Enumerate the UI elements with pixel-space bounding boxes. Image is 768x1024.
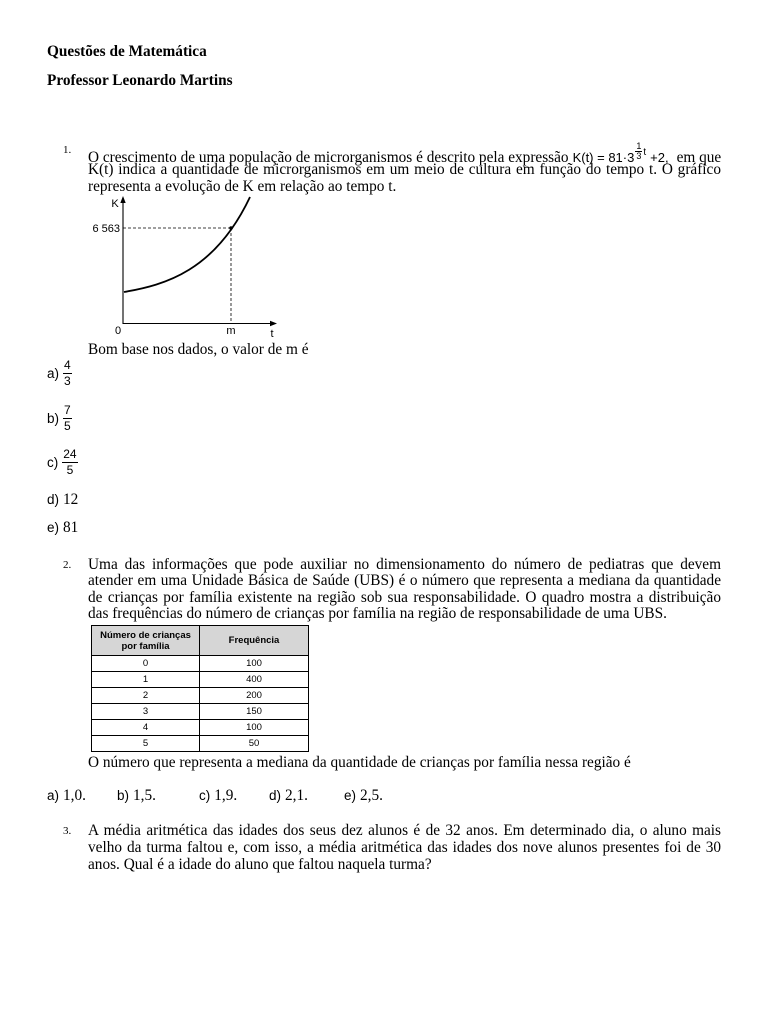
option-label: d) [269, 788, 282, 803]
question-2-line-1: Uma das informações que pode auxiliar no dimensionamento do número de pediatras que devem [88, 556, 721, 573]
question-3-line-2: velho da turma faltou e, com isso, a média aritmética das idades dos nove alunos presentes foi de 30 [88, 839, 721, 856]
formula-lhs: K(t) = 81·3 [572, 150, 635, 165]
question-1-option-e [47, 519, 78, 536]
table-cell-frequency: 50 [200, 736, 309, 752]
option-label: e) [344, 788, 357, 803]
option-value: 81 [63, 519, 79, 536]
curve-marker-point [229, 226, 233, 230]
option-value: 2,1. [285, 787, 308, 804]
table-header-row [92, 626, 309, 656]
table-cell-children: 5 [92, 736, 200, 752]
option-label: d) [47, 492, 60, 507]
option-label: a) [47, 788, 60, 803]
option-label: c) [199, 788, 211, 803]
t-marker-label: m [226, 325, 236, 337]
option-label: a) [47, 365, 60, 381]
formula-exponent-denominator: 3 [636, 151, 642, 161]
option-value: 12 [63, 491, 79, 508]
table-row [92, 672, 309, 688]
fraction-numerator: 7 [64, 402, 71, 417]
option-label: b) [47, 410, 60, 426]
t-axis-arrow [270, 321, 277, 326]
question-2-option-b [117, 787, 156, 804]
fraction-numerator: 24 [63, 446, 77, 461]
k-axis-label: K [111, 198, 119, 210]
question-2-statement [88, 557, 721, 623]
t-axis-label: t [270, 328, 274, 340]
option-value: 1,5. [133, 787, 156, 804]
question-2-line-4: das frequências do número de crianças por família na região de responsabilidade de uma UBS. [88, 605, 667, 623]
option-label: b) [117, 788, 130, 803]
origin-label: 0 [114, 325, 122, 337]
question-1-option-c [47, 447, 78, 477]
option-label: c) [47, 454, 59, 470]
question-2-number: 2. [63, 559, 72, 571]
formula-exponent-fraction [635, 142, 642, 161]
table-row [92, 704, 309, 720]
option-label: e) [47, 520, 60, 535]
question-1-line-2: K(t) indica a quantidade de microrganismos em um meio de cultura em função do tempo t. O gráfico [88, 161, 721, 178]
table-cell-children: 2 [92, 688, 200, 704]
table-header-children: Número de crianças por família [92, 626, 200, 656]
option-value: 1,9. [214, 787, 238, 804]
table-cell-frequency: 150 [200, 704, 309, 720]
fraction-numerator: 4 [64, 357, 71, 372]
question-2-option-d [269, 787, 308, 804]
question-2-option-c [199, 787, 237, 804]
table-cell-frequency: 100 [200, 720, 309, 736]
document-title: Questões de Matemática [47, 43, 207, 60]
question-1-number: 1. [63, 144, 72, 156]
question-1-option-d [47, 491, 78, 508]
fraction-denominator: 3 [64, 373, 71, 388]
frequency-table-wrapper [91, 625, 309, 752]
option-fraction [63, 404, 72, 433]
question-2-option-a [47, 787, 86, 804]
question-1-line-1-text: O crescimento de uma população de microrganismos é descrito pela expressão [88, 149, 569, 166]
table-cell-children: 0 [92, 656, 200, 672]
growth-graph [85, 193, 285, 343]
table-cell-children: 3 [92, 704, 200, 720]
fraction-denominator: 5 [64, 418, 71, 433]
k-marker-label: 6 563 [92, 223, 120, 235]
table-row [92, 736, 309, 752]
question-3-statement [88, 822, 721, 873]
frequency-table [91, 625, 309, 752]
formula-exponent-numerator: 1 [636, 141, 642, 151]
table-cell-children: 1 [92, 672, 200, 688]
table-cell-children: 4 [92, 720, 200, 736]
table-row [92, 656, 309, 672]
question-2-line-3: de crianças por família existente na região sob sua responsabilidade. O quadro mostra a distribuição [88, 588, 721, 606]
table-cell-frequency: 200 [200, 688, 309, 704]
formula-exponent-variable: t [643, 147, 647, 158]
question-1-prompt: Bom base nos dados, o valor de m é [88, 341, 309, 358]
option-fraction [63, 359, 72, 388]
question-3-number: 3. [63, 825, 72, 837]
question-2-prompt: O número que representa a mediana da quantidade de crianças por família nessa região é [88, 754, 631, 771]
question-3-line-1: A média aritmética das idades dos seus dez alunos é de 32 anos. Em determinado dia, o aluno mais [88, 822, 721, 839]
question-1-option-b [47, 403, 72, 433]
formula-tail: +2, [650, 150, 669, 165]
question-3-line-3: anos. Qual é a idade do aluno que faltou naquela turma? [88, 856, 432, 873]
table-row [92, 688, 309, 704]
document-author: Professor Leonardo Martins [47, 72, 233, 89]
option-value: 1,0. [63, 787, 86, 804]
table-cell-frequency: 100 [200, 656, 309, 672]
k-axis-arrow [120, 196, 125, 203]
table-header-frequency: Frequência [200, 626, 309, 656]
option-value: 2,5. [360, 787, 383, 804]
question-1-option-a [47, 358, 72, 388]
fraction-denominator: 5 [66, 462, 74, 477]
question-1-line-3: representa a evolução de K em relação ao tempo t. [88, 178, 397, 195]
question-2-line-2: atender em uma Unidade Básica de Saúde (UBS) é o número que representa a mediana da quantidade [88, 572, 721, 590]
option-fraction [62, 448, 77, 477]
table-row [92, 720, 309, 736]
table-cell-frequency: 400 [200, 672, 309, 688]
question-1-statement [88, 161, 721, 195]
question-2-option-e [344, 787, 383, 804]
question-1-line-1-end: em que [676, 149, 722, 166]
